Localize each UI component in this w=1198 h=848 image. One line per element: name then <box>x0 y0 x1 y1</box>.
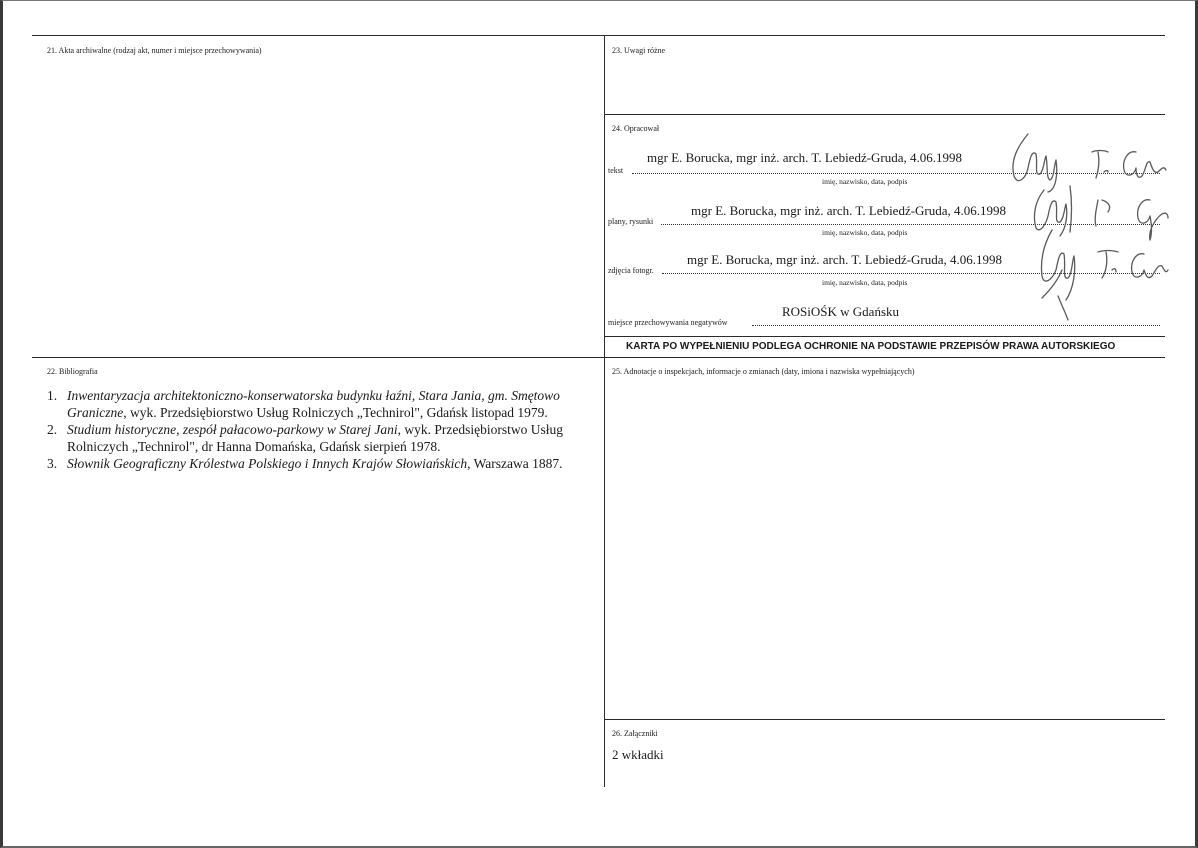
item-number: 1. <box>47 388 58 403</box>
center-divider <box>604 35 605 787</box>
bibliography-list <box>47 387 602 472</box>
item-details: , wyk. Przedsiębiorstwo Usług Rolniczych „Technirol", Gdańsk listopad 1979. <box>123 405 548 420</box>
negatives-prefix: miejsce przechowywania negatywów <box>608 318 728 327</box>
akta-label: 21. Akta archiwalne (rodzaj akt, numer i miejsce przechowywania) <box>47 46 262 55</box>
item-number: 3. <box>47 456 58 471</box>
uwagi-label: 23. Uwagi różne <box>612 46 666 55</box>
zdjecia-prefix: zdjęcia fotogr. <box>608 266 654 275</box>
zalaczniki-top-rule <box>604 719 1165 720</box>
adnotacje-label: 25. Adnotacje o inspekcjach, informacje o zmianach (daty, imiona i nazwiska wypełniających) <box>612 367 915 376</box>
negatives-value: ROSiOŚK w Gdańsku <box>782 304 900 319</box>
opracowal-label: 24. Opracował <box>612 124 660 133</box>
item-number: 2. <box>47 422 58 437</box>
plany-prefix: plany, rysunki <box>608 217 654 226</box>
tekst-caption: imię, nazwisko, data, podpis <box>822 177 908 186</box>
item-title: Słownik Geograficzny Królestwa Polskiego i Innych Krajów Słowiańskich <box>67 456 468 471</box>
list-item <box>47 387 602 421</box>
signatures-image <box>1000 120 1170 325</box>
notice-top-rule <box>604 336 1165 337</box>
zdjecia-value: mgr E. Borucka, mgr inż. arch. T. Lebiedź-Gruda, 4.06.1998 <box>687 252 1003 267</box>
tekst-prefix: tekst <box>608 166 624 175</box>
tekst-value: mgr E. Borucka, mgr inż. arch. T. Lebiedź-Gruda, 4.06.1998 <box>647 150 963 165</box>
plany-value: mgr E. Borucka, mgr inż. arch. T. Lebiedź-Gruda, 4.06.1998 <box>691 203 1007 218</box>
negatives-dotted-line <box>752 325 1160 326</box>
plany-caption: imię, nazwisko, data, podpis <box>822 228 908 237</box>
list-item <box>47 455 602 472</box>
zdjecia-caption: imię, nazwisko, data, podpis <box>822 278 908 287</box>
list-item <box>47 421 602 455</box>
item-title: Studium historyczne, zespół pałacowo-parkowy w Starej Jani <box>67 422 398 437</box>
item-title: Inwentaryzacja architektoniczno-konserwatorska budynku łaźni, Stara Jania, gm. Smętowo Graniczne <box>67 388 560 420</box>
item-details: , Warszawa 1887. <box>467 456 563 471</box>
copyright-notice: KARTA PO WYPEŁNIENIU PODLEGA OCHRONIE NA PODSTAWIE PRZEPISÓW PRAWA AUTORSKIEGO <box>626 341 1116 352</box>
bibliografia-label: 22. Bibliografia <box>47 367 98 376</box>
zalaczniki-label: 26. Załączniki <box>612 729 658 738</box>
middle-rule <box>32 357 1165 358</box>
zalaczniki-value: 2 wkładki <box>612 747 664 762</box>
top-rule <box>32 35 1165 36</box>
uwagi-bottom-rule <box>604 114 1165 115</box>
item-details: , wyk. Przedsiębiorstwo Usług Rolniczych „Technirol", dr Hanna Domańska, Gdańsk sierpień 1978. <box>67 422 563 454</box>
